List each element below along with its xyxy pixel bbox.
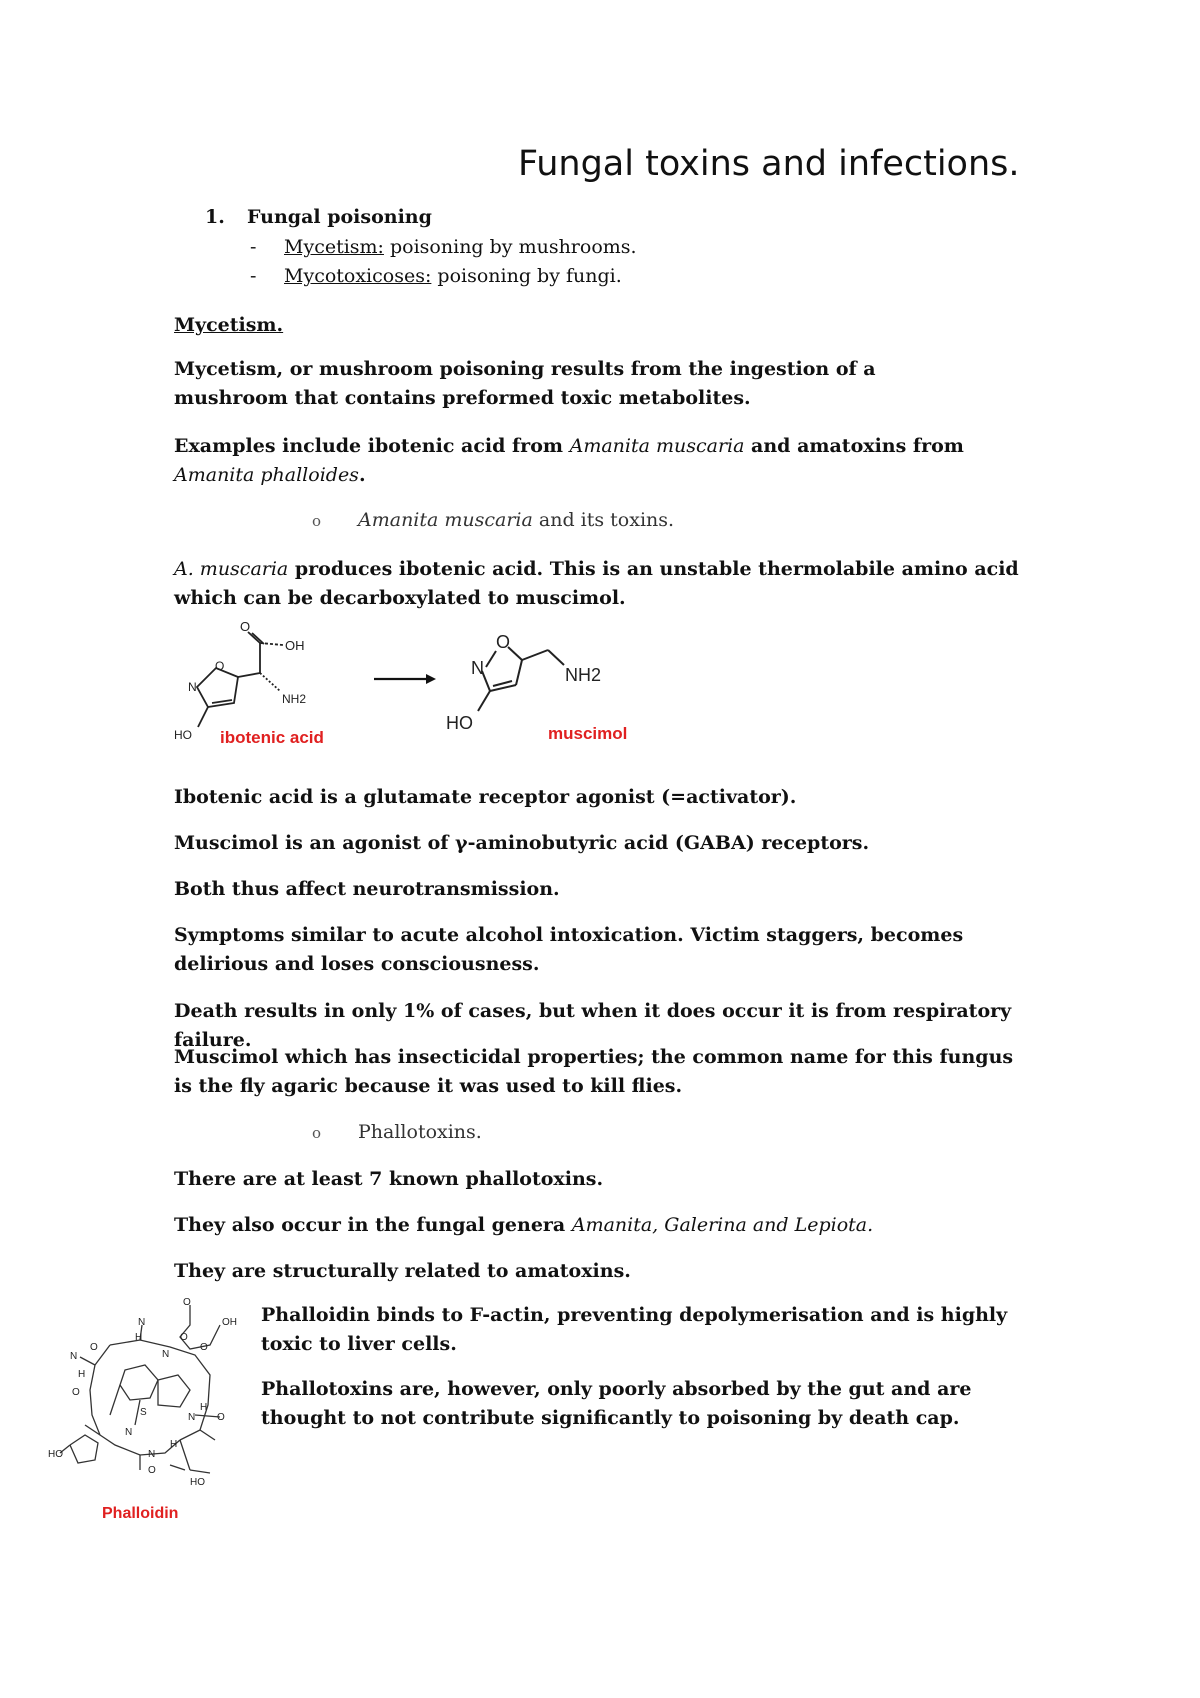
- svg-text:O: O: [240, 619, 251, 634]
- svg-text:H: H: [200, 1402, 208, 1413]
- svg-text:O: O: [496, 632, 511, 652]
- svg-text:O: O: [180, 1332, 188, 1343]
- phalloidin-label: Phalloidin: [102, 1505, 179, 1522]
- svg-text:HO: HO: [446, 713, 473, 733]
- paragraph: They are structurally related to amatoxins.: [174, 1260, 631, 1282]
- paragraph: Ibotenic acid is a glutamate receptor agonist (=activator).: [174, 786, 797, 808]
- list-heading-text: Fungal poisoning: [247, 206, 432, 228]
- paragraph: Examples include ibotenic acid from Amanita muscaria and amatoxins from Amanita phalloides.: [174, 435, 964, 486]
- svg-text:N: N: [188, 1412, 196, 1423]
- paragraph: Both thus affect neurotransmission.: [174, 878, 560, 900]
- list-item: - Mycotoxicoses: poisoning by fungi.: [250, 265, 622, 287]
- svg-text:N: N: [70, 1351, 78, 1362]
- list-item: - Mycetism: poisoning by mushrooms.: [250, 236, 637, 258]
- svg-text:N: N: [471, 658, 484, 678]
- svg-text:O: O: [200, 1342, 208, 1353]
- svg-text:O: O: [148, 1465, 156, 1476]
- list-item-text: poisoning by fungi.: [431, 265, 622, 287]
- paragraph: Phalloidin binds to F-actin, preventing depolymerisation and is highly toxic to liver cells.: [261, 1304, 1008, 1355]
- svg-text:HO: HO: [48, 1449, 63, 1460]
- paragraph: Muscimol which has insecticidal properties; the common name for this fungus is the fly agaric because it was used to kill flies.: [174, 1046, 1014, 1097]
- svg-text:OH: OH: [222, 1317, 237, 1328]
- svg-text:N: N: [138, 1317, 146, 1328]
- paragraph: Mycetism, or mushroom poisoning results from the ingestion of a mushroom that contains preformed toxic metabolites.: [174, 358, 876, 409]
- paragraph: A. muscaria produces ibotenic acid. This is an unstable thermolabile amino acid which can be decarboxylated to muscimol.: [174, 558, 1019, 609]
- paragraph: They also occur in the fungal genera Amanita, Galerina and Lepiota.: [174, 1214, 874, 1236]
- muscimol-label: muscimol: [548, 724, 628, 743]
- svg-text:N: N: [188, 680, 197, 694]
- list-item-text: poisoning by mushrooms.: [383, 236, 637, 258]
- paragraph: Muscimol is an agonist of γ-aminobutyric acid (GABA) receptors.: [174, 832, 870, 854]
- list-item-term: Mycetism:: [284, 236, 384, 258]
- svg-text:H: H: [135, 1332, 143, 1343]
- svg-text:O: O: [72, 1387, 80, 1398]
- list-number: 1.: [205, 206, 225, 228]
- sub-bullet: o Phallotoxins.: [312, 1121, 482, 1143]
- svg-text:NH2: NH2: [282, 692, 307, 706]
- paragraph: Phallotoxins are, however, only poorly absorbed by the gut and are thought to not contribute significantly to poisoning by death cap.: [261, 1378, 972, 1429]
- paragraph: Death results in only 1% of cases, but when it does occur it is from respiratory failure.: [174, 1000, 1012, 1051]
- paragraph: There are at least 7 known phallotoxins.: [174, 1168, 604, 1190]
- svg-text:O: O: [183, 1297, 191, 1308]
- svg-text:O: O: [217, 1412, 225, 1423]
- list-heading: [205, 206, 432, 228]
- svg-text:HO: HO: [174, 728, 192, 742]
- list-item-term: Mycotoxicoses:: [284, 265, 432, 287]
- ibotenic-acid-label: ibotenic acid: [220, 728, 324, 747]
- page-title: Fungal toxins and infections.: [518, 144, 1020, 184]
- svg-text:NH2: NH2: [565, 665, 602, 685]
- svg-text:H: H: [170, 1439, 178, 1450]
- svg-text:N: N: [148, 1449, 156, 1460]
- svg-text:H: H: [78, 1369, 86, 1380]
- ibotenic-to-muscimol-figure: [160, 615, 680, 755]
- svg-text:O: O: [90, 1342, 98, 1353]
- paragraph: Symptoms similar to acute alcohol intoxication. Victim staggers, becomes delirious and loses consciousness.: [174, 924, 964, 975]
- svg-text:OH: OH: [285, 638, 305, 653]
- svg-text:N: N: [162, 1349, 170, 1360]
- svg-text:N: N: [125, 1427, 133, 1438]
- phalloidin-structure-figure: [40, 1295, 260, 1525]
- section-heading: Mycetism.: [174, 314, 284, 336]
- sub-bullet: o Amanita muscaria and its toxins.: [312, 509, 675, 531]
- svg-text:S: S: [140, 1407, 147, 1418]
- svg-text:O: O: [215, 659, 225, 673]
- svg-text:HO: HO: [190, 1477, 205, 1488]
